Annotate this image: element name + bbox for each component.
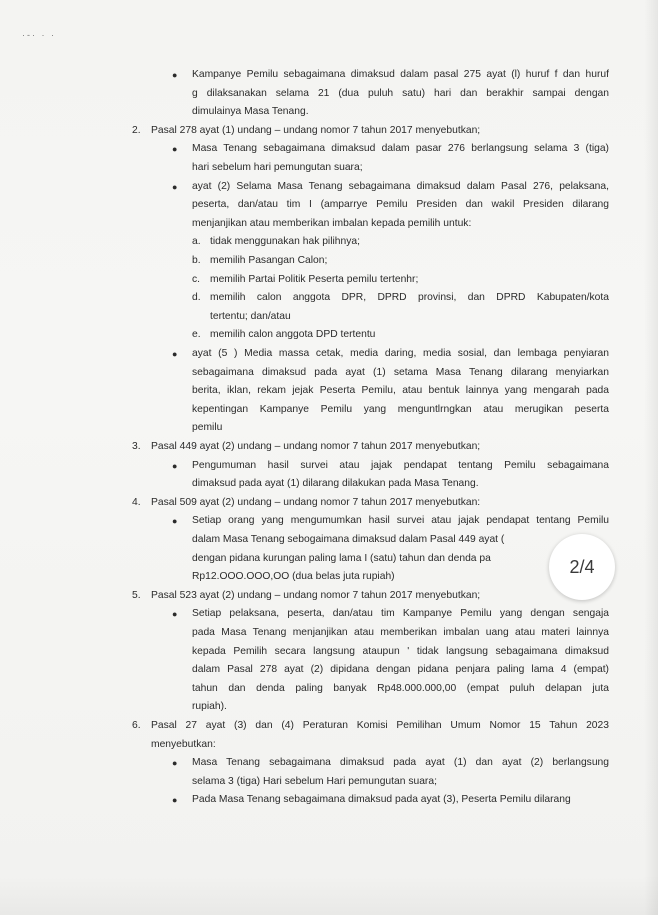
text-line: Masa Tenang sebagaimana dimaksud dalam pasar 276 berlangsung selama 3 (tiga) <box>192 143 609 155</box>
bullet-marker: ● <box>172 758 178 769</box>
text-line: Pasal 523 ayat (2) undang – undang nomor 7 tahun 2017 menyebutkan; <box>151 589 481 601</box>
page-edge-shadow <box>644 0 658 915</box>
text-line: Masa Tenang sebagaimana dimaksud pada ayat (1) dan ayat (2) berlangsung <box>192 757 609 769</box>
list-letter: c. <box>192 273 201 285</box>
text-line: dengan pidana kurungan paling lama I (satu) tahun dan denda pa <box>192 552 491 564</box>
text-line: rupiah). <box>192 701 227 713</box>
text-line: ayat (5 ) Media massa cetak, media daring, media sosial, dan lembaga penyiaran <box>192 348 609 359</box>
text-line: Pada Masa Tenang sebagaimana dimaksud pada ayat (3), Peserta Pemilu dilarang <box>192 794 571 806</box>
bullet-marker: ● <box>172 795 178 806</box>
list-letter: d. <box>192 292 201 304</box>
text-line: kepentingan Kampanye Pemilu yang menguntlrngkan atau merugikan peserta <box>192 403 609 415</box>
text-line: memilih Partai Politik Peserta pemilu tertenhr; <box>210 273 419 285</box>
text-line: dimulainya Masa Tenang. <box>192 106 309 118</box>
bullet-marker: ● <box>172 70 178 80</box>
text-line: tidak menggunakan hak pilihnya; <box>210 236 360 248</box>
list-number: 4. <box>132 496 141 508</box>
text-line: Rp12.OOO.OOO,OO (dua belas juta rupiah) <box>192 571 395 583</box>
text-line: kepada Pemilih secara langsung ataupun ' tidak langsung sebagaimana dimaksud <box>192 645 609 657</box>
bullet-marker: ● <box>172 181 178 192</box>
text-line: Pengumuman hasil survei atau jajak pendapat tentang Pemilu sebagaimana <box>192 459 609 471</box>
list-letter: e. <box>192 329 201 341</box>
page-indicator-badge[interactable]: 2/4 <box>549 534 615 600</box>
text-line: Setiap orang yang mengumumkan hasil survei atau jajak pendapat tentang Pemilu <box>192 515 609 527</box>
text-line: Setiap pelaksana, peserta, dan/atau tim Kampanye Pemilu yang dengan sengaja <box>192 608 609 620</box>
list-number: 5. <box>132 589 141 601</box>
bullet-marker: ● <box>172 460 178 471</box>
bullet-marker: ● <box>172 349 178 359</box>
text-line: dalam Masa Tenang sebogaimana dimaksud dalam Pasal 449 ayat ( <box>192 534 505 545</box>
text-line: menjanjikan atau memberikan imbalan kepada pemilih untuk: <box>192 217 472 229</box>
text-line: memilih calon anggota DPD tertentu <box>210 329 376 341</box>
list-letter: b. <box>192 255 201 266</box>
text-line: g dilaksanakan selama 21 (dua puluh satu) hari dan berakhir sampai dengan <box>192 87 609 99</box>
bullet-marker: ● <box>172 609 178 620</box>
text-line: Pasal 27 ayat (3) dan (4) Peraturan Komisi Pemilihan Umum Nomor 15 Tahun 2023 <box>151 720 609 731</box>
text-line: Pasal 278 ayat (1) undang – undang nomor 7 tahun 2017 menyebutkan; <box>151 124 481 136</box>
list-number: 2. <box>132 124 141 136</box>
text-line: hari sebelum hari pemungutan suara; <box>192 162 363 173</box>
text-line: dalam Pasal 278 ayat (2) dipidana dengan pidana penjara paling lama 4 (empat) <box>192 664 609 676</box>
text-line: selama 3 (tiga) Hari sebelum Hari pemungutan suara; <box>192 775 437 787</box>
list-number: 6. <box>132 720 141 731</box>
text-line: Pasal 509 ayat (2) undang – undang nomor 7 tahun 2017 menyebutkan: <box>151 496 481 508</box>
text-line: menyebutkan: <box>151 738 216 750</box>
text-line: pada Masa Tenang menjanjikan atau memberikan imbalan uang atau materi lainnya <box>192 627 609 638</box>
text-line: memilih calon anggota DPR, DPRD provinsi, dan DPRD Kabupaten/kota <box>210 292 609 304</box>
text-line: sebagaimana dimaksud pada ayat (1) setama Masa Tenang dilarang menyiarkan <box>192 366 609 378</box>
scan-artifact: ·-· · · <box>22 30 56 40</box>
text-line: tahun dan denda paling banyak Rp48.000.000,00 (empat puluh delapan juta <box>192 682 609 694</box>
text-line: peserta, dan/atau tim I (amparrye Pemilu Presiden dan wakil Presiden dilarang <box>192 199 609 211</box>
text-line: memilih Pasangan Calon; <box>210 255 328 266</box>
text-line: Kampanye Pemilu sebagaimana dimaksud dalam pasal 275 ayat (l) huruf f dan huruf <box>192 69 609 80</box>
text-line: ayat (2) Selama Masa Tenang sebagaimana dimaksud dalam Pasal 276, pelaksana, <box>192 180 609 192</box>
text-line: Pasal 449 ayat (2) undang – undang nomor 7 tahun 2017 menyebutkan; <box>151 441 481 452</box>
text-line: pemilu <box>192 422 223 434</box>
list-number: 3. <box>132 441 141 452</box>
bullet-marker: ● <box>172 516 178 527</box>
text-line: berita, iklan, rekam jejak Peserta Pemilu, atau bentuk lainnya yang mengarah pada <box>192 385 609 397</box>
text-line: dimaksud pada ayat (1) dilarang dilakukan pada Masa Tenang. <box>192 478 479 490</box>
text-line: tertentu; dan/atau <box>210 310 291 322</box>
list-letter: a. <box>192 236 201 248</box>
page-bottom-shade <box>0 875 658 915</box>
bullet-marker: ● <box>172 144 178 155</box>
